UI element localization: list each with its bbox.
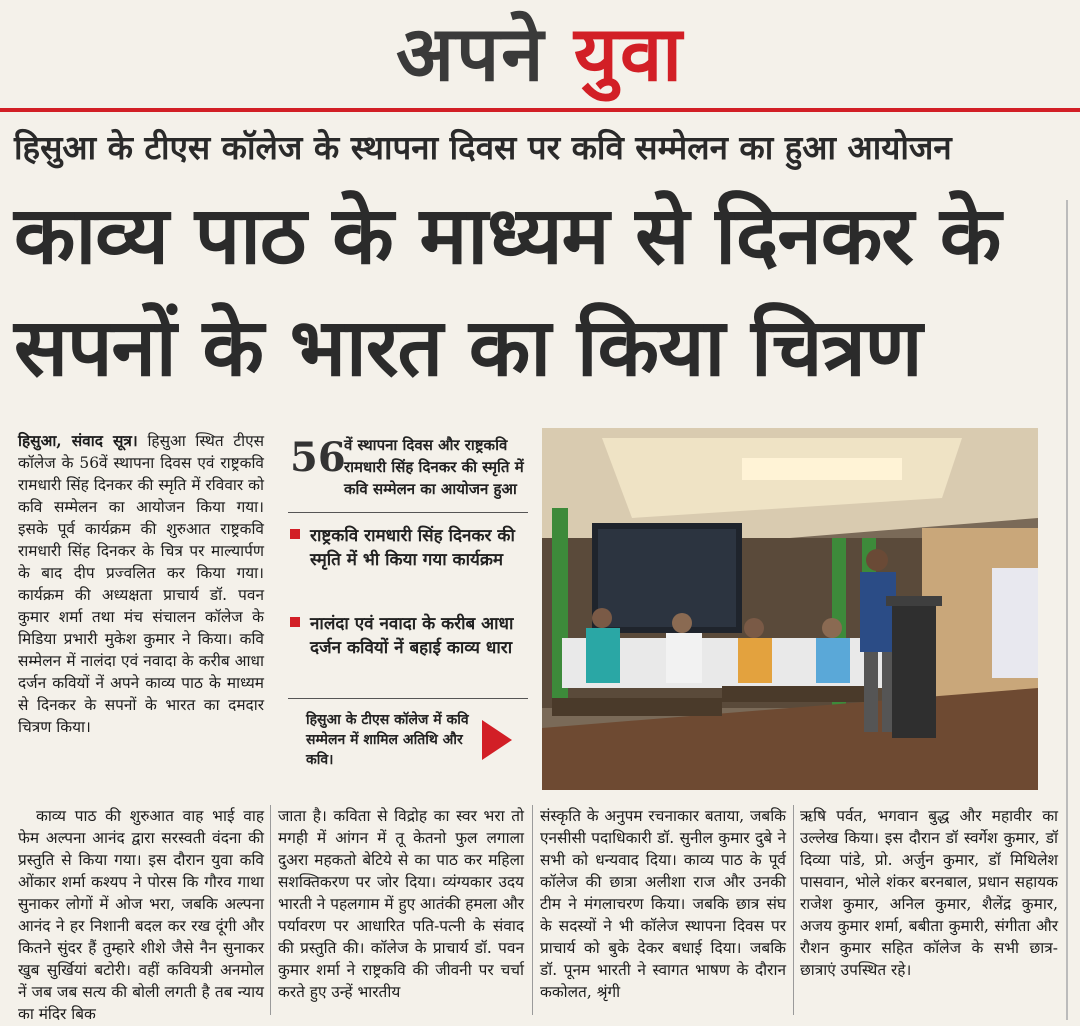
- article-column-1-continued: [18, 805, 264, 1025]
- kicker: हिसुआ के टीएस कॉलेज के स्थापना दिवस पर कवि सम्मेलन का हुआ आयोजन: [14, 128, 952, 167]
- bullet-square-icon: [290, 617, 300, 627]
- article-paragraph-1: हिसुआ स्थित टीएस कॉलेज के 56वें स्थापना दिवस एवं राष्ट्रकवि रामधारी सिंह दिनकर की स्मृति में रविवार को कवि सम्मेलन का आयोजन किया गया। इसके पूर्व कार्यक्रम की शुरुआत राष्ट्रकवि रामधारी सिंह दिनकर के चित्र पर माल्यार्पण के बाद दीप प्रज्वलित कर किया गया। कार्यक्रम की अध्यक्षता प्राचार्य डॉ. पवन कुमार शर्मा तथा मंच संचालन कॉलेज के मिडिया प्रभारी मुकेश कुमार ने किया। कवि सम्मेलन में नालंदा एवं नवादा के करीब आधा दर्जन कवियों नें अपने काव्य पाठ के माध्यम से दिनकर के सपनों के भारत का दमदार चित्रण किया।: [18, 432, 264, 736]
- article-column-2: [278, 805, 524, 1003]
- info-divider: [288, 512, 528, 513]
- article-paragraph-5: ऋषि पर्वत, भगवान बुद्ध और महावीर का उल्लेख किया। इस दौरान डॉ स्वर्गेश कुमार, डॉ दिव्या पांडे, प्रो. अर्जुन कुमार, डॉ मिथिलेश पासवान, भोले शंकर बरनबाल, प्रधान सहायक राजेश कुमार, अनिल कुमार, शैलेंद्र कुमार, अजय कुमार शर्मा, बबीता कुमारी, संगीता और रौशन कुमार सहित कॉलेज के सभी छात्र-छात्राएं उपस्थित रहे।: [800, 807, 1058, 979]
- dateline: हिसुआ, संवाद सूत्र।: [18, 432, 138, 450]
- article-column-3: [540, 805, 786, 1003]
- info-number: 56: [290, 434, 346, 481]
- column-divider: [532, 805, 533, 1015]
- masthead: [0, 0, 1080, 112]
- info-divider: [288, 698, 528, 699]
- info-box: [284, 428, 534, 790]
- bullet-square-icon: [290, 529, 300, 539]
- info-bullet-2: नालंदा एवं नवादा के करीब आधा दर्जन कवियों नें बहाई काव्य धारा: [290, 612, 530, 660]
- photo-caption: हिसुआ के टीएस कॉलेज में कवि सम्मेलन में शामिल अतिथि और कवि।: [306, 712, 469, 768]
- article-column-1: [18, 430, 264, 738]
- masthead-title-part2: युवा: [573, 9, 684, 98]
- column-divider: [793, 805, 794, 1015]
- event-photo-illustration: [542, 428, 1038, 790]
- right-margin-rule: [1066, 200, 1068, 1020]
- column-divider: [270, 805, 271, 1015]
- info-bullet-1: राष्ट्रकवि रामधारी सिंह दिनकर की स्मृति में भी किया गया कार्यक्रम: [290, 524, 530, 572]
- article-paragraph-4: संस्कृति के अनुपम रचनाकार बताया, जबकि एनसीसी पदाधिकारी डॉ. सुनील कुमार दुबे ने सभी को धन्यवाद दिया। काव्य पाठ के पूर्व कॉलेज की छात्रा अलीशा राज और उनकी टीम ने मंगलाचरण किया। जबकि छात्र संघ के सदस्यों ने भी कॉलेज स्थापना दिवस पर प्राचार्य को बुके देकर बधाई दिया। जबकि डॉ. पूनम भारती ने स्वागत भाषण के दौरान ककोलत, श्रृंगी: [540, 807, 786, 1001]
- masthead-title: [0, 4, 1080, 104]
- masthead-title-part1: अपने: [396, 9, 546, 98]
- info-number-text: वें स्थापना दिवस और राष्ट्रकवि रामधारी सिंह दिनकर की स्मृति में कवि सम्मेलन का आयोजन हुआ: [344, 436, 524, 498]
- caption-arrow-icon: [482, 720, 512, 760]
- headline-line1: काव्य पाठ के माध्यम से दिनकर के: [14, 189, 1001, 282]
- headline: [14, 180, 1064, 404]
- article-column-4: [800, 805, 1058, 981]
- article-paragraph-2: काव्य पाठ की शुरुआत वाह भाई वाह फेम अल्पना आनंद द्वारा सरस्वती वंदना की प्रस्तुति से किया गया। इस दौरान युवा कवि ओंकार शर्मा कश्यप ने पोरस कि गौरव गाथा सुनाकर लोगों में ओज भरा, जबकि अल्पना आनंद ने हर निशानी बदल कर रख दूंगी और कितने सुंदर हैं तुम्हारे शीशे जैसे नैन सुनाकर खुब सुर्खियां बटोरी। वहीं कवियत्री अनमोल नें जब जब सत्य की बोली लगती है तब न्याय का मंदिर बिक: [18, 807, 264, 1023]
- article-paragraph-3: जाता है। कविता से विद्रोह का स्वर भरा तो मगही में आंगन में तू केतनो फुल लगाला दुअरा महकतो बेटिये से का पाठ कर महिला सशक्तिकरण पर जोर दिया। व्यंग्यकार उदय भारती ने पहलगाम में हुए आतंकी हमला और पर्यावरण पर आधारित पति-पत्नी के संवाद की प्रस्तुति की। कॉलेज के प्राचार्य डॉ. पवन कुमार शर्मा ने राष्ट्रकवि की जीवनी पर चर्चा करते हुए उन्हें भारतीय: [278, 807, 524, 1001]
- headline-line2: सपनों के भारत का किया चित्रण: [14, 301, 922, 394]
- event-photo: [542, 428, 1038, 790]
- masthead-rule: [0, 108, 1080, 112]
